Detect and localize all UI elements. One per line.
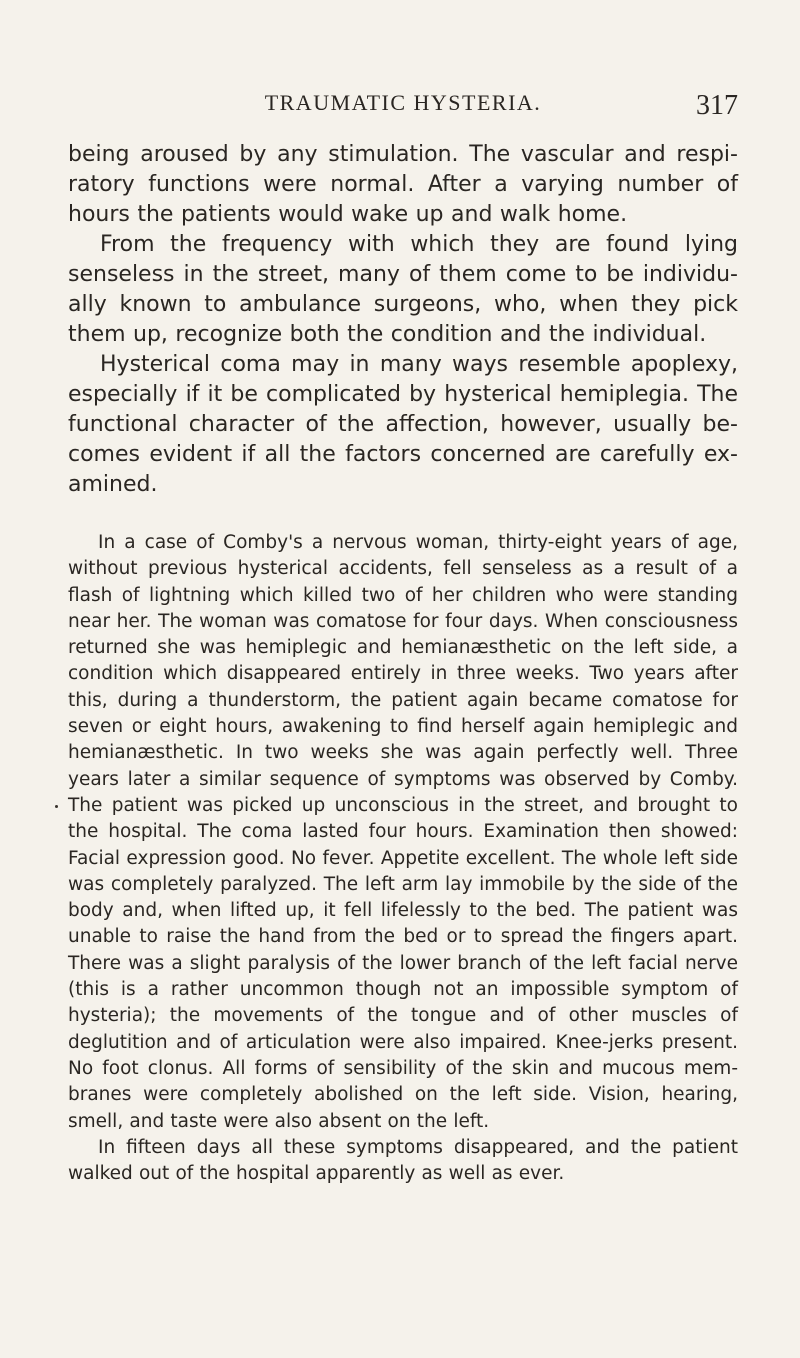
page-body	[68, 140, 738, 1187]
paragraph-hysterical-coma: Hysterical coma may in many ways resemble apoplexy, especially if it be complicated by hysterical hemiplegia. The functional character of the affection, however, usually becomes evident if all the factors concerned are carefully examined.	[68, 352, 738, 497]
paragraph-recovery: In fifteen days all these symptoms disappeared, and the patient walked out of the hospital apparently as well as ever.	[68, 1136, 738, 1185]
page-number: 317	[696, 90, 738, 121]
case-report	[68, 530, 738, 1187]
paragraph-ambulance: From the frequency with which they are found lying senseless in the street, many of them come to be individually known to ambulance surgeons, who, when they pick them up, recognize both the condition and the individual.	[68, 232, 738, 347]
running-head	[68, 90, 738, 120]
running-head-title: TRAUMATIC HYSTERIA.	[264, 90, 542, 115]
paragraph-comby-case: In a case of Comby's a nervous woman, thirty-eight years of age, without previous hysterical accidents, fell senseless as a result of a flash of lightning which killed two of her children who were standing near her. The woman was comatose for four days. When consciousness returned she was hemiplegic and hemianæsthetic on the left side, a condition which disappeared entirely in three weeks. Two years after this, during a thunderstorm, the patient again became comatose for seven or eight hours, awakening to find herself again hemiplegic and hemianæsthetic. In two weeks she was again perfectly well. Three years later a similar sequence of symptoms was observed by Comby. The patient was picked up unconscious in the street, and brought to the hospital. The coma lasted four hours. Examination then showed: Facial expression good. No fever. Appetite excellent. The whole left side was completely paralyzed. The left arm lay immobile by the side of the body and, when lifted up, it fell lifelessly to the bed. The patient was unable to raise the hand from the bed or to spread the fingers apart. There was a slight paralysis of the lower branch of the left facial nerve (this is a rather uncommon though not an impossible symptom of hysteria); the movements of the tongue and of other muscles of deglutition and of articulation were also impaired. Knee-jerks present. No foot clonus. All forms of sensibility of the skin and mucous membranes were completely abolished on the left side. Vision, hearing, smell, and taste were also absent on the left.	[68, 532, 738, 1132]
ink-speck	[55, 805, 58, 808]
main-text	[68, 140, 738, 500]
paragraph-continued: being aroused by any stimulation. The vascular and respiratory functions were normal. After a varying number of hours the patients would wake up and walk home.	[68, 142, 738, 227]
